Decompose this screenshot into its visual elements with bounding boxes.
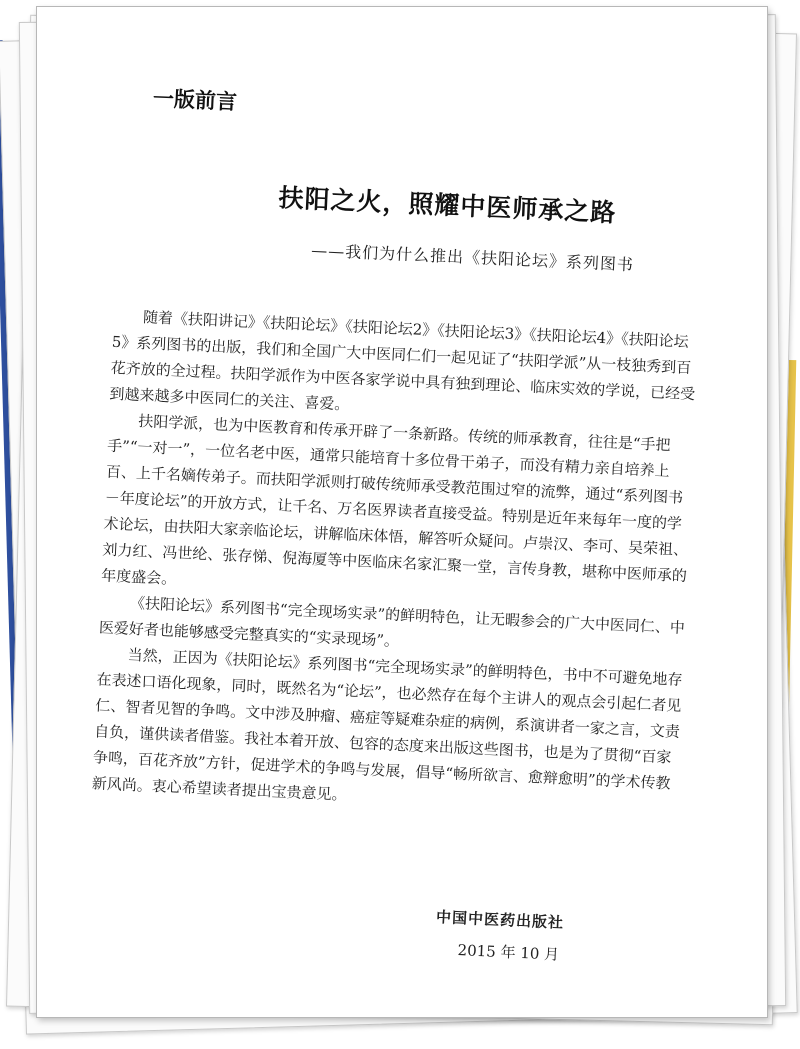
page-content (0, 7, 766, 1049)
paragraph-3: 《扶阳论坛》系列图书“完全现场实录”的鲜明特色，让无暇参会的广大中医同仁、中医爱好者也能够感受完整真实的“实录现场”。 (98, 593, 686, 651)
publisher-name: 中国中医药出版社 (435, 908, 565, 932)
body-text (91, 303, 703, 823)
paragraph-2: 扶阳学派，也为中医教育和传承开辟了一条新路。传统的师承教育，往往是“手把手”“一对一”，一位名老中医，通常只能培育十多位骨干弟子，而没有精力亲自培养上百、上千名嫡传弟子。而扶阳学派则打破传统师承受教范围过窄的流弊，通过“系列图书－年度论坛”的开放方式，让千名、万名医界读者直接受益。特别是近年来每年一度的学术论坛，由扶阳大家亲临论坛，讲解临床体悟，解答听众疑问。卢崇汉、李可、吴荣祖、刘力红、冯世纶、张存悌、倪海厦等中医临床名家汇聚一堂，言传身教，堪称中医师承的年度盛会。 (100, 412, 689, 588)
section-label: 一版前言 (152, 85, 238, 115)
publication-date: 2015 年 10 月 (457, 941, 560, 964)
paragraph-4: 当然，正因为《扶阳论坛》系列图书“完全现场实录”的鲜明特色，书中不可避免地存在表述口语化现象，同时，既然名为“论坛”，也必然存在每个主讲人的观点会引起仁者见仁、智者见智的争鸣。文中涉及肿瘤、癌症等疑难杂症的病例，系演讲者一家之言，文责自负，谨供读者借鉴。我社本着开放、包容的态度来出版这些图书，也是为了贯彻“百家争鸣，百花齐放”方针，促进学术的争鸣与发展，倡导“畅所欲言、愈辩愈明”的学术传教新风尚。衷心希望读者提出宝贵意见。 (91, 645, 683, 804)
page-subtitle: ——我们为什么推出《扶阳论坛》系列图书 (310, 240, 635, 275)
paragraph-1: 随着《扶阳讲记》《扶阳论坛》《扶阳论坛2》《扶阳论坛3》《扶阳论坛4》《扶阳论坛5》系列图书的出版，我们和全国广大中医同仁们一起见证了“扶阳学派”从一枝独秀到百花齐放的全过程。扶阳学派作为中医各家学说中具有独到理论、临床实效的学说，已经受到越来越多中医同仁的关注、喜爱。 (109, 308, 696, 414)
document-page (36, 6, 768, 1018)
page-title: 扶阳之火，照耀中医师承之路 (277, 183, 617, 228)
